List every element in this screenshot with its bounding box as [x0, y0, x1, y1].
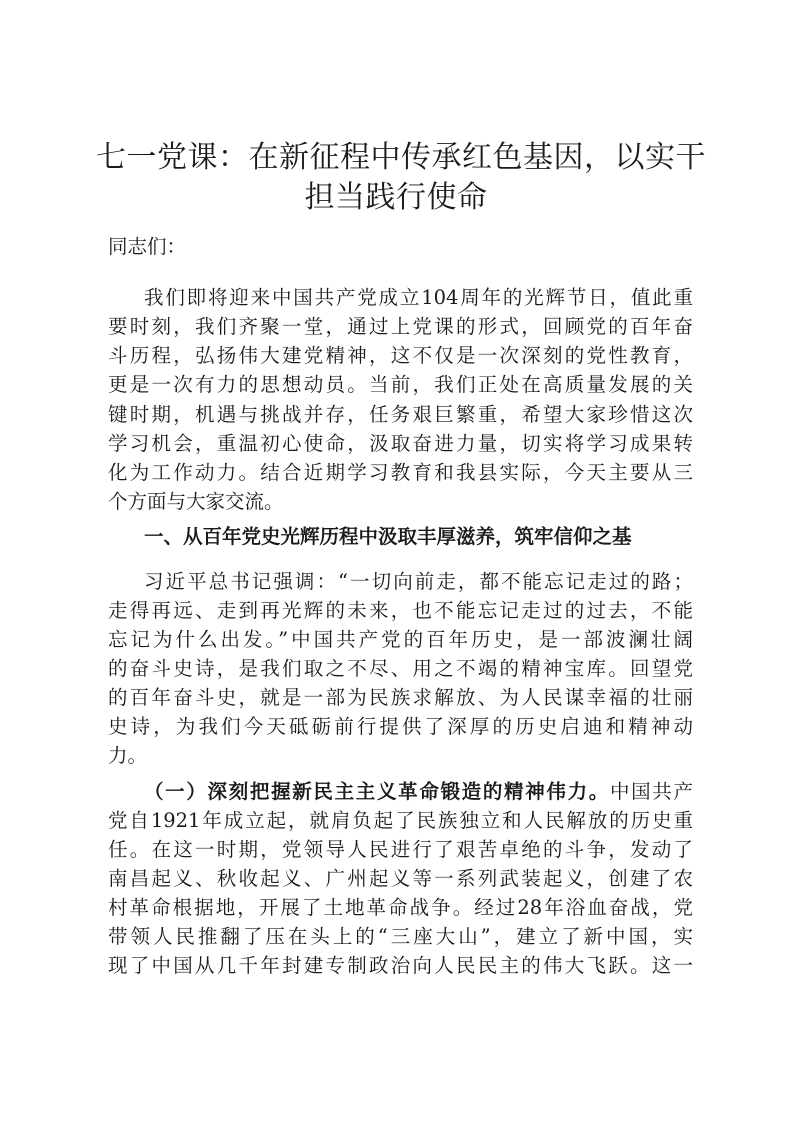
intro-line: 键时期，机遇与挑战并存，任务艰巨繁重，希望大家珍惜这次	[108, 403, 693, 426]
section-1-line: 的奋斗史诗，是我们取之不尽、用之不竭的精神宝库。回望党	[108, 657, 693, 680]
intro-line: 要时刻，我们齐聚一堂，通过上党课的形式，回顾党的百年奋	[108, 315, 693, 338]
intro-line: 化为工作动力。结合近期学习教育和我县实际，今天主要从三	[108, 461, 693, 484]
greeting: 同志们：	[108, 235, 187, 258]
section-1-line: 的百年奋斗史，就是一部为民族求解放、为人民谋幸福的壮丽	[108, 686, 693, 709]
subsection-1-line: 党自1921年成立起，就肩负起了民族独立和人民解放的历史重	[108, 809, 693, 832]
section-1-line: 习近平总书记强调：“一切向前走，都不能忘记走过的路；	[144, 570, 693, 593]
intro-line: 个方面与大家交流。	[108, 490, 284, 513]
subsection-1-first-line	[108, 778, 693, 806]
subsection-1-line: 任。在这一时期，党领导人民进行了艰苦卓绝的斗争，发动了	[108, 838, 693, 861]
section-1-line: 忘记为什么出发。”中国共产党的百年历史，是一部波澜壮阔	[108, 628, 693, 651]
intro-line: 斗历程，弘扬伟大建党精神，这不仅是一次深刻的党性教育，	[108, 344, 693, 367]
subsection-1-line: 村革命根据地，开展了土地革命战争。经过28年浴血奋战，党	[108, 896, 693, 919]
section-1-line: 史诗，为我们今天砥砺前行提供了深厚的历史启迪和精神动	[108, 715, 693, 738]
subsection-1-line: 现了中国从几千年封建专制政治向人民民主的伟大飞跃。这一	[108, 954, 693, 977]
subsection-1-line: 带领人民推翻了压在头上的“三座大山”，建立了新中国，实	[108, 925, 693, 948]
intro-line: 更是一次有力的思想动员。当前，我们正处在高质量发展的关	[108, 373, 693, 396]
document-title-line-1: 七一党课：在新征程中传承红色基因，以实干	[96, 140, 706, 175]
subsection-heading: （一）深刻把握新民主主义革命锻造的精神伟力。	[144, 780, 610, 803]
document-title-line-2: 担当践行使命	[304, 180, 488, 215]
subsection-1-line: 南昌起义、秋收起义、广州起义等一系列武装起义，创建了农	[108, 867, 693, 890]
subsection-text: 中国共产	[609, 780, 693, 803]
intro-line: 学习机会，重温初心使命，汲取奋进力量，切实将学习成果转	[108, 432, 693, 455]
section-1-line: 走得再远、走到再光辉的未来，也不能忘记走过的过去，不能	[108, 599, 693, 622]
section-1-line: 力。	[108, 744, 148, 767]
section-heading: 一、从百年党史光辉历程中汲取丰厚滋养，筑牢信仰之基	[144, 525, 632, 548]
intro-line: 我们即将迎来中国共产党成立104周年的光辉节日，值此重	[144, 286, 693, 309]
